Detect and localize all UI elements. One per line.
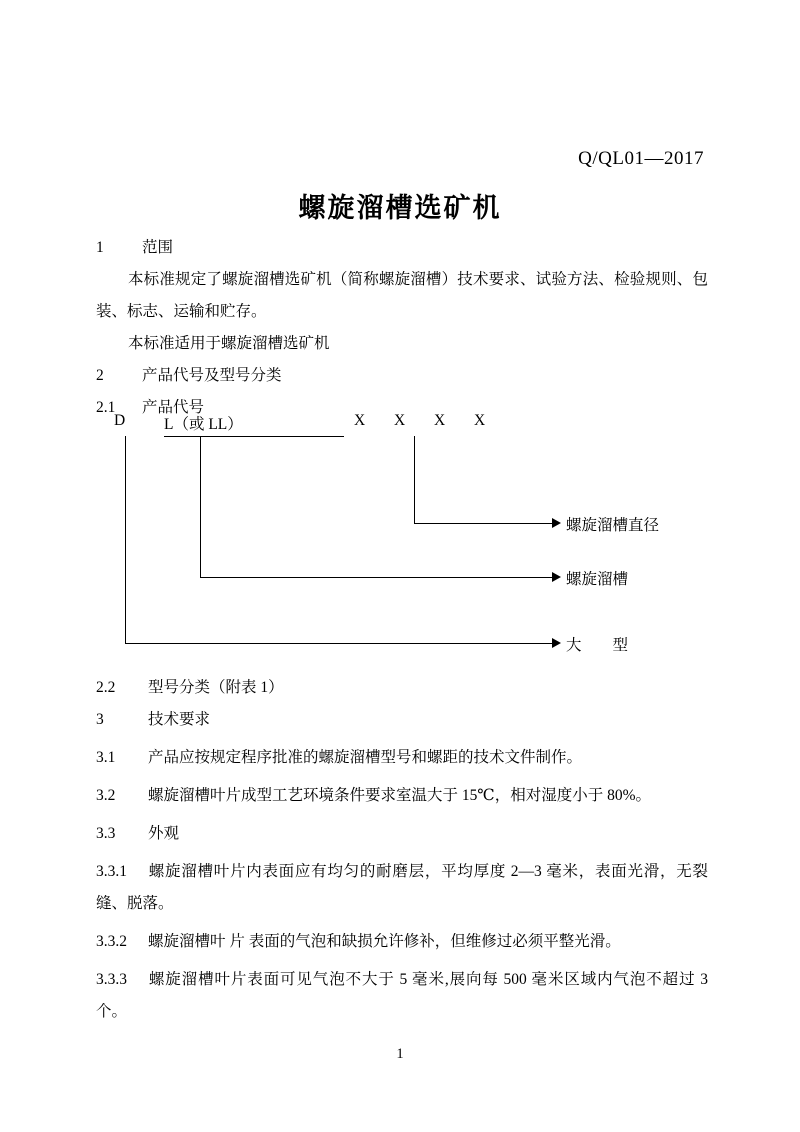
diagram-branch-diameter-horizontal (414, 523, 554, 524)
section-1-paragraph-2: 本标准适用于螺旋溜槽选矿机 (128, 335, 330, 352)
section-3-number: 3 (96, 711, 104, 728)
section-2-title: 产品代号及型号分类 (142, 367, 282, 384)
section-1-heading (96, 232, 708, 264)
section-3-3-3-number: 3.3.3 (96, 971, 127, 988)
section-3-3-1-text: 螺旋溜槽叶片内表面应有均匀的耐磨层，平均厚度 2—3 毫米，表面光滑，无裂缝、脱落。 (96, 863, 708, 912)
diagram-arrow-type (552, 638, 561, 648)
section-3-2-text: 螺旋溜槽叶片成型工艺环境条件要求室温大于 15℃，相对湿度小于 80%。 (148, 787, 652, 804)
section-3-3-title: 外观 (148, 825, 180, 842)
code-underline-l (164, 436, 344, 437)
section-3-3-3-text: 螺旋溜槽叶片表面可见气泡不大于 5 毫米,展向每 500 毫米区域内气泡不超过 3 个。 (96, 971, 708, 1020)
section-2-2-title: 型号分类（附表 1） (148, 679, 284, 696)
diagram-arrow-diameter (552, 518, 561, 528)
document-body-top (96, 232, 708, 424)
section-3-2 (96, 780, 708, 812)
section-1-paragraph-1: 本标准规定了螺旋溜槽选矿机（简称螺旋溜槽）技术要求、试验方法、检验规则、包装、标志、运输和贮存。 (96, 271, 708, 320)
section-3-3-2-text: 螺旋溜槽叶 片 表面的气泡和缺损允许修补，但维修过必须平整光滑。 (148, 933, 621, 950)
code-token-x1: X (354, 412, 366, 429)
section-3-3-heading (96, 818, 708, 850)
section-3-3-2 (96, 926, 708, 958)
section-2-1-title: 产品代号 (142, 399, 205, 416)
diagram-label-type: 大 型 (566, 637, 629, 654)
section-3-title: 技术要求 (148, 711, 211, 728)
section-3-1-text: 产品应按规定程序批准的螺旋溜槽型号和螺距的技术文件制作。 (148, 749, 583, 766)
diagram-arrow-chute (552, 572, 561, 582)
code-token-d: D (114, 412, 126, 429)
diagram-branch-type-horizontal (125, 643, 554, 644)
diagram-branch-type-vertical (125, 436, 126, 644)
section-3-3-number: 3.3 (96, 825, 116, 842)
section-3-heading (96, 704, 708, 736)
section-3-3-3 (96, 964, 708, 1028)
standard-code: Q/QL01—2017 (578, 148, 704, 169)
section-1-title: 范围 (142, 239, 174, 256)
diagram-label-diameter: 螺旋溜槽直径 (566, 517, 660, 534)
section-3-3-2-number: 3.3.2 (96, 933, 127, 950)
section-3-3-1-number: 3.3.1 (96, 863, 127, 880)
page-number: 1 (396, 1046, 404, 1062)
section-1-number: 1 (96, 239, 104, 256)
code-token-l: L（或 LL） (164, 416, 243, 433)
diagram-branch-chute-horizontal (200, 577, 554, 578)
diagram-branch-chute-vertical (200, 436, 201, 578)
section-2-number: 2 (96, 367, 104, 384)
code-token-x3: X (434, 412, 446, 429)
section-3-3-1 (96, 856, 708, 920)
section-2-2-number: 2.2 (96, 679, 116, 696)
document-body-bottom (96, 672, 708, 1028)
document-title: 螺旋溜槽选矿机 (298, 193, 502, 224)
section-2-heading (96, 360, 708, 392)
diagram-label-chute: 螺旋溜槽 (566, 571, 629, 588)
code-token-x2: X (394, 412, 406, 429)
section-2-2-heading (96, 672, 708, 704)
code-token-x4: X (474, 412, 486, 429)
diagram-branch-diameter-vertical (414, 436, 415, 524)
product-code-diagram (96, 412, 708, 662)
section-3-1 (96, 742, 708, 774)
section-2-1-number: 2.1 (96, 399, 116, 416)
section-3-2-number: 3.2 (96, 787, 116, 804)
section-3-1-number: 3.1 (96, 749, 116, 766)
